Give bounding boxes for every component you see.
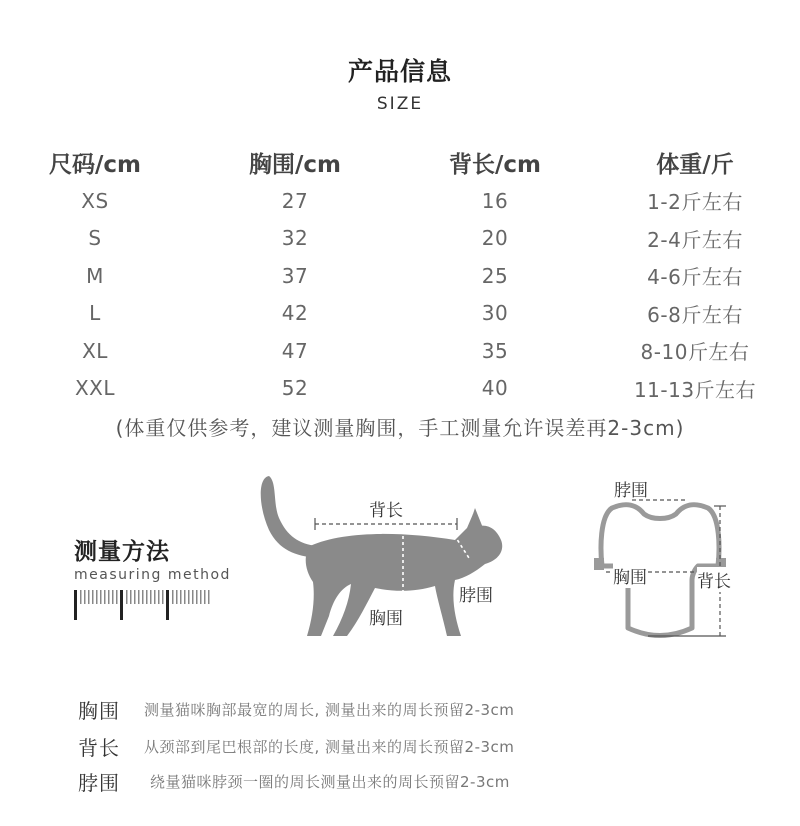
cell-chest: 32 (281, 226, 309, 251)
column-header-weight: 体重/斤 (656, 151, 734, 178)
page-subtitle: SIZE (376, 94, 424, 114)
cell-back: 25 (481, 263, 509, 288)
cell-size: L (89, 301, 101, 326)
definition-term: 背长 (78, 735, 120, 760)
definition-term: 胸围 (78, 698, 120, 723)
pet-shirt-icon (570, 470, 750, 645)
definition-row-neck (78, 766, 510, 796)
cell-back: 16 (481, 188, 509, 213)
definition-desc: 测量猫咪胸部最宽的周长, 测量出来的周长预留2-3cm (144, 700, 515, 719)
definition-row-chest (78, 694, 514, 724)
shirt-back-label: 背长 (697, 567, 731, 592)
shirt-neck-label: 脖围 (614, 481, 648, 501)
cell-chest: 37 (281, 263, 309, 288)
cat-neck-label: 脖围 (459, 586, 493, 606)
ruler-icon (74, 590, 214, 622)
column-header-size: 尺码/cm (49, 151, 141, 178)
cell-weight: 1-2斤左右 (647, 190, 743, 215)
method-subtitle: measuring method (74, 567, 231, 583)
cat-back-label: 背长 (369, 501, 403, 521)
method-title: 测量方法 (74, 539, 170, 565)
cell-weight: 6-8斤左右 (647, 302, 743, 327)
cell-size: XS (81, 188, 109, 213)
table-row (0, 332, 800, 370)
definition-desc: 从颈部到尾巴根部的长度, 测量出来的周长预留2-3cm (144, 737, 515, 756)
shirt-chest-label: 胸围 (613, 563, 647, 588)
table-row (0, 370, 800, 408)
cell-chest: 27 (281, 188, 309, 213)
table-row (0, 182, 800, 220)
cell-weight: 4-6斤左右 (647, 265, 743, 290)
cell-size: M (86, 263, 104, 288)
cell-weight: 2-4斤左右 (647, 227, 743, 252)
weight-note: (体重仅供参考，建议测量胸围，手工测量允许误差再2-3cm) (115, 416, 685, 440)
cell-chest: 47 (281, 338, 309, 363)
cell-back: 20 (481, 226, 509, 251)
cell-chest: 52 (281, 376, 309, 401)
definition-term: 脖围 (78, 770, 120, 795)
cell-chest: 42 (281, 301, 309, 326)
column-header-back: 背长/cm (449, 151, 541, 178)
cell-size: XXL (74, 376, 116, 401)
cat-chest-label: 胸围 (369, 609, 403, 629)
cell-back: 35 (481, 338, 509, 363)
page-title: 产品信息 (347, 57, 452, 86)
definition-row-back (78, 731, 514, 761)
table-row (0, 257, 800, 295)
column-header-chest: 胸围/cm (249, 151, 341, 178)
table-row (0, 295, 800, 333)
cell-size: S (88, 226, 102, 251)
cell-weight: 11-13斤左右 (633, 377, 757, 402)
cell-back: 40 (481, 376, 509, 401)
definition-desc: 绕量猫咪脖颈一圈的周长测量出来的周长预留2-3cm (150, 772, 510, 791)
cell-back: 30 (481, 301, 509, 326)
cell-weight: 8-10斤左右 (640, 340, 750, 365)
table-row (0, 220, 800, 258)
cell-size: XL (82, 338, 108, 363)
size-table (0, 142, 800, 407)
table-header-row (0, 142, 800, 182)
